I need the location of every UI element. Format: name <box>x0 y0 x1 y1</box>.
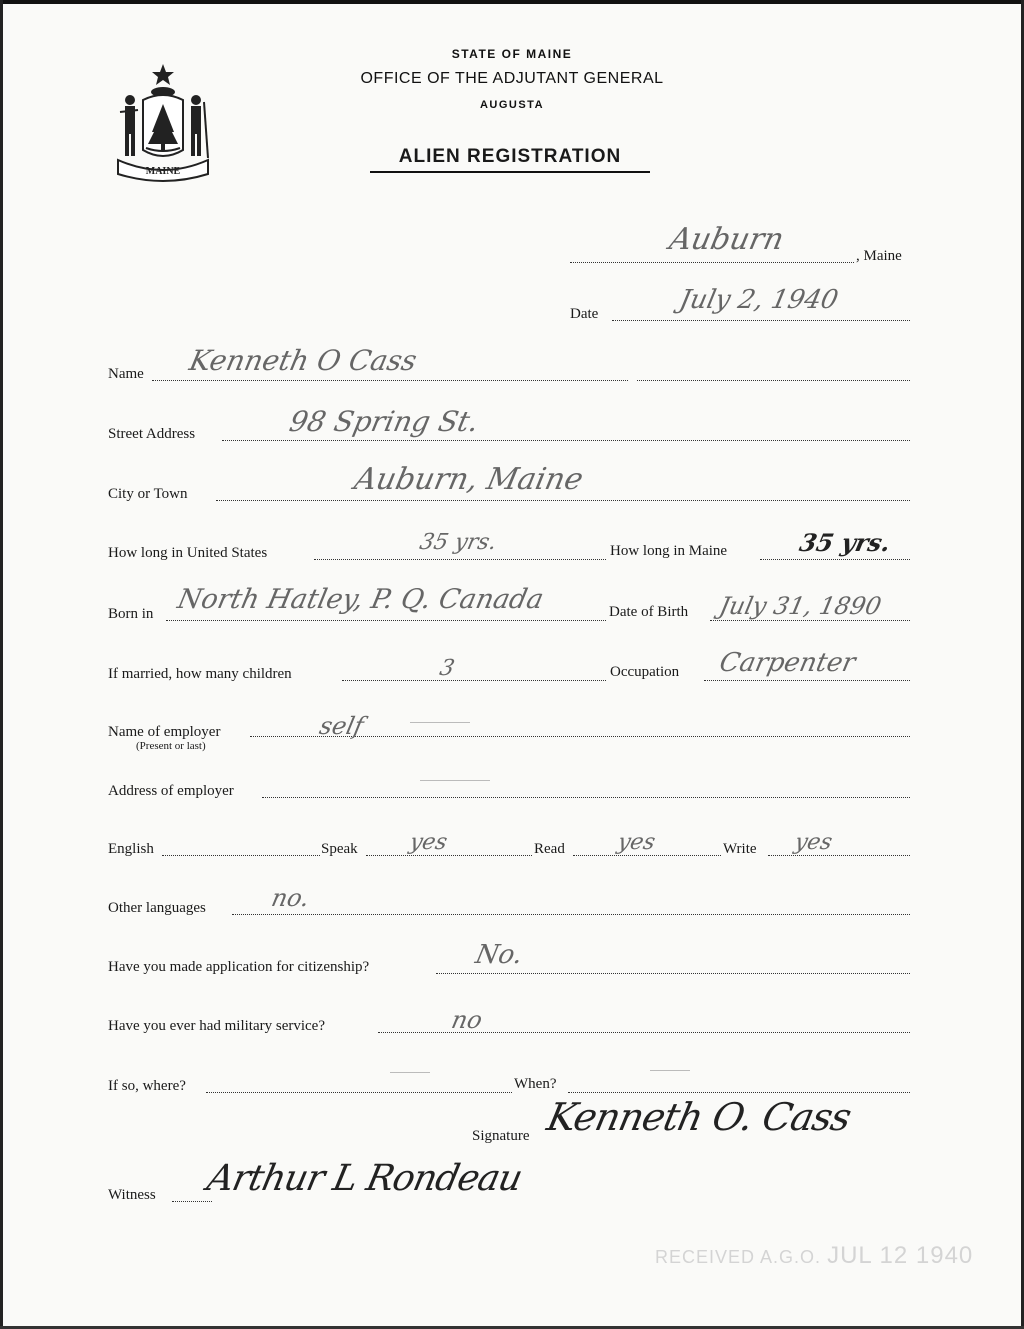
how-long-us-value: 35 yrs. <box>417 530 499 555</box>
city-value: Auburn, Maine <box>351 462 587 497</box>
how-long-maine-value: 35 yrs. <box>796 528 894 557</box>
write-value: yes <box>792 830 835 855</box>
scan-border-top <box>0 0 1024 4</box>
read-value: yes <box>615 830 658 855</box>
where-line <box>206 1092 512 1093</box>
stamp-date: JUL 12 1940 <box>827 1242 974 1269</box>
speak-line <box>366 855 532 856</box>
write-label: Write <box>723 841 757 857</box>
write-line <box>768 855 910 856</box>
name-line <box>152 380 628 381</box>
city-heading: AUGUSTA <box>479 99 545 111</box>
city-line <box>216 500 910 501</box>
when-line <box>568 1092 910 1093</box>
how-long-maine-line <box>760 559 910 560</box>
street-label: Street Address <box>108 426 196 442</box>
employer-name-label: Name of employer <box>108 724 221 740</box>
citizenship-label: Have you made application for citizenship? <box>108 959 370 975</box>
how-long-us-label: How long in United States <box>108 545 268 561</box>
office-heading: OFFICE OF THE ADJUTANT GENERAL <box>360 70 664 87</box>
occupation-value: Carpenter <box>716 648 859 678</box>
seal-banner-text: MAINE <box>145 166 181 177</box>
employer-address-line <box>262 797 910 798</box>
where-dash <box>390 1072 430 1073</box>
date-value: July 2, 1940 <box>676 285 841 315</box>
employer-address-label: Address of employer <box>108 783 234 799</box>
name-value: Kenneth O Cass <box>186 344 420 377</box>
signature-value: Kenneth O. Cass <box>543 1095 855 1139</box>
when-dash <box>650 1070 690 1071</box>
other-languages-line <box>232 914 910 915</box>
english-label: English <box>108 841 154 857</box>
occupation-line <box>704 680 910 681</box>
form-title: ALIEN REGISTRATION <box>370 146 650 173</box>
military-label: Have you ever had military service? <box>108 1018 325 1034</box>
occupation-label: Occupation <box>610 664 680 680</box>
name-line-2 <box>637 380 910 381</box>
other-languages-value: no. <box>269 884 313 912</box>
speak-label: Speak <box>321 841 358 857</box>
born-in-label: Born in <box>108 606 154 622</box>
when-label: When? <box>514 1076 557 1092</box>
date-line <box>612 320 910 321</box>
witness-label: Witness <box>108 1187 156 1203</box>
date-of-birth-label: Date of Birth <box>609 604 689 620</box>
employer-name-sublabel: (Present or last) <box>136 740 206 752</box>
witness-line <box>172 1201 212 1202</box>
english-line <box>162 855 320 856</box>
born-in-value: North Hatley, P. Q. Canada <box>174 584 547 615</box>
street-value: 98 Spring St. <box>286 405 482 438</box>
state-heading: STATE OF MAINE <box>451 47 573 61</box>
place-line <box>570 262 854 263</box>
date-of-birth-value: July 31, 1890 <box>717 592 884 620</box>
children-value: 3 <box>437 656 457 681</box>
read-line <box>573 855 721 856</box>
city-label: City or Town <box>108 486 188 502</box>
scan-border-left <box>0 0 3 1329</box>
street-line <box>222 440 910 441</box>
how-long-maine-label: How long in Maine <box>610 543 728 559</box>
employer-dash <box>410 722 470 723</box>
employer-address-dash <box>420 780 490 781</box>
read-label: Read <box>534 841 565 857</box>
speak-value: yes <box>407 830 450 855</box>
employer-name-value: self <box>317 712 367 740</box>
received-stamp <box>655 1242 973 1270</box>
where-label: If so, where? <box>108 1078 186 1094</box>
citizenship-line <box>436 973 910 974</box>
witness-value: Arthur L Rondeau <box>203 1158 526 1199</box>
place-value: Auburn <box>666 222 787 257</box>
born-in-line <box>166 620 606 621</box>
place-suffix: , Maine <box>856 248 902 264</box>
military-value: no <box>449 1006 485 1034</box>
how-long-us-line <box>314 559 606 560</box>
children-line <box>342 680 606 681</box>
children-label: If married, how many children <box>108 666 292 682</box>
date-label: Date <box>570 306 599 322</box>
date-of-birth-line <box>710 620 910 621</box>
citizenship-value: No. <box>472 940 526 970</box>
stamp-prefix: RECEIVED A.G.O. <box>655 1247 822 1267</box>
name-label: Name <box>108 366 144 382</box>
signature-label: Signature <box>472 1128 530 1144</box>
other-languages-label: Other languages <box>108 900 206 916</box>
